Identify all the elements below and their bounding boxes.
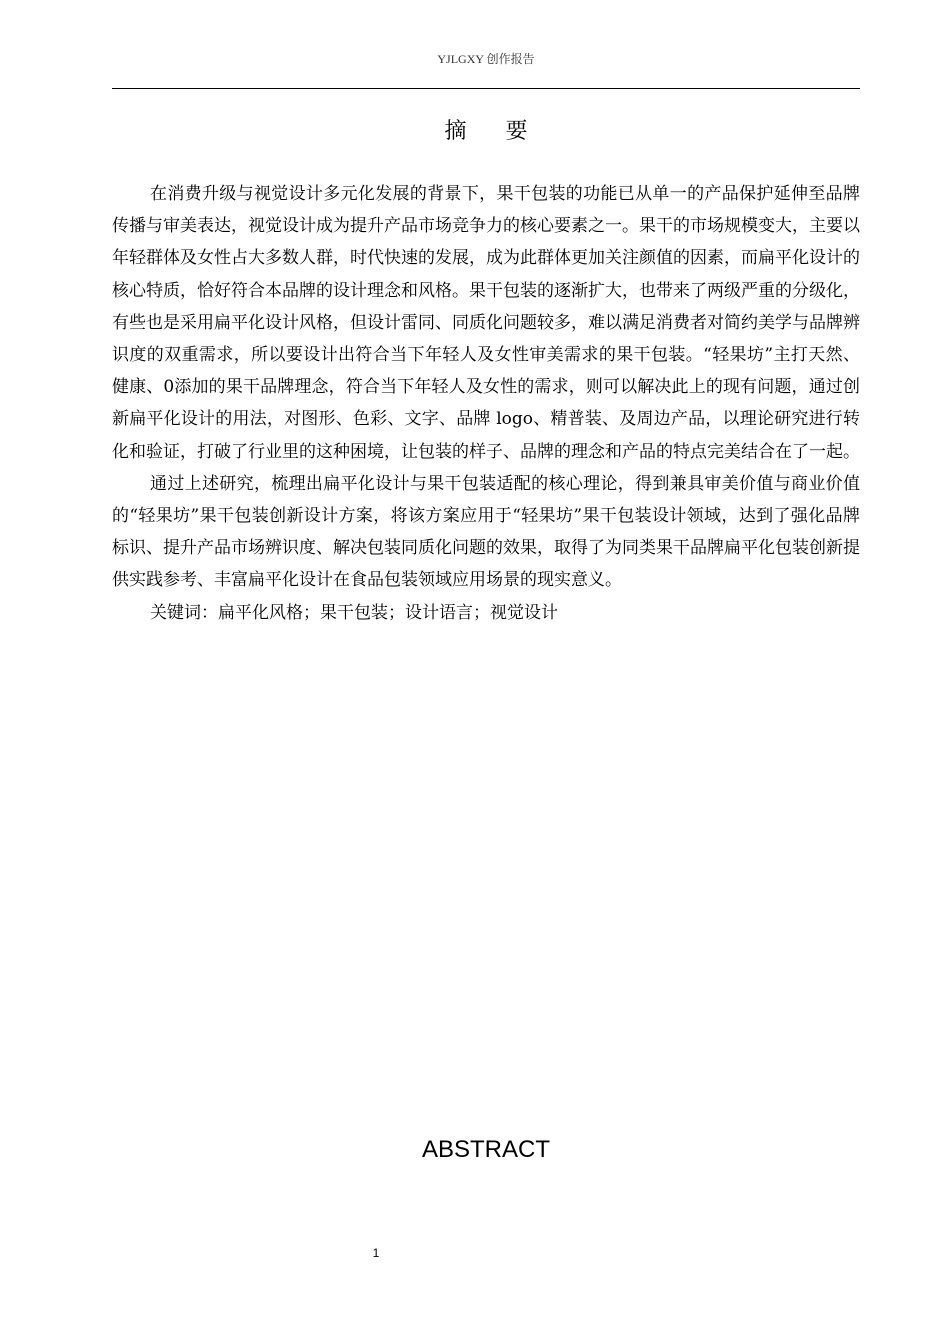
- abstract-title-english: ABSTRACT: [421, 1136, 550, 1163]
- abstract-paragraph-1: 在消费升级与视觉设计多元化发展的背景下，果干包装的功能已从单一的产品保护延伸至品牌传播与审美表达，视觉设计成为提升产品市场竞争力的核心要素之一。果干的市场规模变大，主要以年轻群体及女性占大多数人群，时代快速的发展，成为此群体更加关注颜值的因素，而扁平化设计的核心特质，恰好符合本品牌的设计理念和风格。果干包装的逐渐扩大，也带来了两级严重的分级化，有些也是采用扁平化设计风格，但设计雷同、同质化问题较多，难以满足消费者对简约美学与品牌辨识度的双重需求，所以要设计出符合当下年轻人及女性审美需求的果干包装。“轻果坊”主打天然、健康、0添加的果干品牌理念，符合当下年轻人及女性的需求，则可以解决此上的现有问题，通过创新扁平化设计的用法，对图形、色彩、文字、品牌 logo、精普装、及周边产品，以理论研究进行转化和验证，打破了行业里的这种困境，让包装的样子、品牌的理念和产品的特点完美结合在了一起。: [112, 184, 860, 462]
- header-divider: [112, 88, 860, 89]
- page-number: 1: [372, 1246, 380, 1260]
- abstract-body: [112, 178, 860, 629]
- keywords-line: 关键词：扁平化风格；果干包装；设计语言；视觉设计: [150, 602, 558, 623]
- abstract-title-chinese: 摘 要: [444, 119, 544, 144]
- page-header: YJLGXY 创作报告: [437, 52, 535, 66]
- abstract-paragraph-2: 通过上述研究，梳理出扁平化设计与果干包装适配的核心理论，得到兼具审美价值与商业价值的“轻果坊”果干包装创新设计方案，将该方案应用于“轻果坊”果干包装设计领域，达到了强化品牌标识、提升产品市场辨识度、解决包装同质化问题的效果，取得了为同类果干品牌扁平化包装创新提供实践参考、丰富扁平化设计在食品包装领域应用场景的现实意义。: [112, 473, 860, 591]
